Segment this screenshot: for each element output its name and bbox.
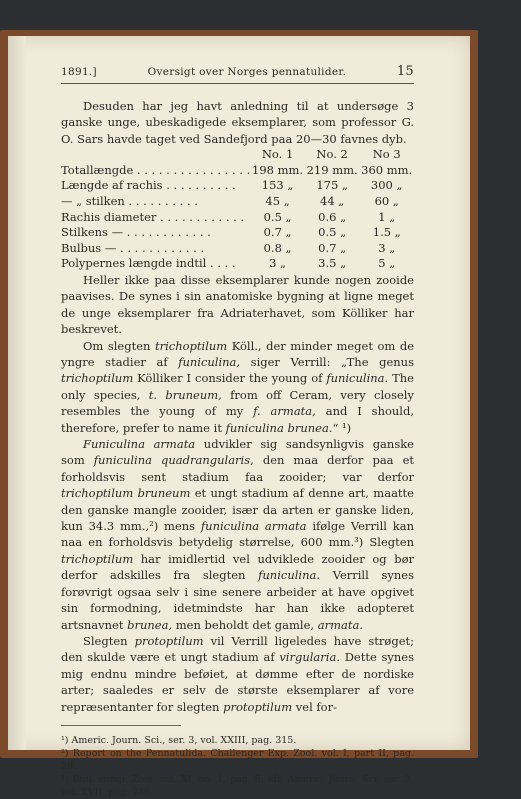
paragraph-funiculina <box>61 436 414 633</box>
col-header: No 3 <box>372 147 401 162</box>
text-run: vel for- <box>292 699 337 714</box>
paragraph-verrill-quote <box>61 338 414 436</box>
intro-paragraph: Desuden har jeg havt anledning til at undersøge 3 ganske unge, ubeskadigede eksemplarer, som professor G. O. Sars havde taget ved Sandefjord paa 20—30 favnes dyb. <box>61 99 414 146</box>
taxon-name: funiculina. <box>258 568 321 583</box>
footnote-text: Bull. comp. Zool. vol. XI, no. 1, pag. 6; kfr. Americ. Journ. Sci. ser. 3, vol. XVII, pag. 240. <box>61 773 414 798</box>
cell: 0.7 „ <box>318 240 347 255</box>
taxon-name: trichoptilum bruneum <box>61 486 191 501</box>
text-run: et ungt stadium af denne art, maatte den ganske mangle zooider, især da arten er ganske liden, kun 34.3 mm.,²) mens <box>61 486 414 534</box>
table-row <box>61 178 414 194</box>
text-run: Köll., der minder meget om de yngre stadier af <box>61 338 414 369</box>
cell: 219 mm. <box>306 162 358 177</box>
cell: 198 mm. <box>252 162 304 177</box>
taxon-name: bruneа, <box>127 617 173 632</box>
col-header: No. 2 <box>316 147 348 162</box>
table-header-row <box>61 147 414 163</box>
taxon-name: virgularia. <box>279 650 340 665</box>
taxon-name: trichoptilum <box>61 371 134 386</box>
taxon-name: funiculina bruneа. <box>225 420 333 435</box>
taxon-name: funiculina quadrangularis, <box>93 453 254 468</box>
table-row <box>61 256 414 272</box>
measurement-table <box>61 147 414 272</box>
text-run: and I should, therefore, prefer to name it <box>61 404 415 435</box>
footnote <box>61 734 414 747</box>
row-label: Totallængde . . . . . . . . . . . . . . . . <box>61 162 251 177</box>
cell: 0.5 „ <box>318 225 347 240</box>
table-row <box>61 194 414 210</box>
taxon-name: trichoptilum <box>154 338 228 353</box>
taxon-name: protoptilum <box>223 699 293 714</box>
col-header: No. 1 <box>261 147 294 162</box>
cell: 360 mm. <box>361 162 413 177</box>
footnote-ref: “ ¹) <box>332 420 352 435</box>
text-run: Kölliker I consider the young of <box>133 371 327 386</box>
row-label: Polypernes længde indtil . . . . <box>61 256 236 271</box>
text-run: men beholdt det gamle, <box>172 617 318 632</box>
cell: 3.5 „ <box>318 256 347 271</box>
cell: 44 „ <box>320 194 345 208</box>
row-label: Længde af rachis . . . . . . . . . . <box>61 178 236 193</box>
text-run: Slegten <box>83 633 135 648</box>
footnote-mark: ¹) <box>61 734 69 746</box>
taxon-name: t. bruneum, <box>148 387 222 402</box>
cell: 60 „ <box>374 194 399 208</box>
taxon-name: trichoptilum <box>61 551 134 566</box>
footnote-mark: ³) <box>61 773 69 785</box>
text-run: Dette synes mig endnu mindre beføiet, at dømme efter de nordiske arter; saaledes er selv de største eksemplarer af vore repræsentanter for slegten <box>61 650 414 714</box>
page-number: 15 <box>396 64 414 79</box>
text-run: Om slegten <box>83 338 155 353</box>
cell: 3 „ <box>269 256 287 271</box>
paragraph-zooids: Heller ikke paa disse eksemplarer kunde nogen zooide paavises. De synes i sin anatomiske bygning at ligne meget de unge eksemplarer fra Adriaterhavet, som Kölliker har beskrevet. <box>61 272 414 337</box>
text-run: har imidlertid vel udviklede zooider og bør derfor adskilles fra slegten <box>61 551 414 583</box>
taxon-name: armata. <box>317 617 363 632</box>
footnote <box>61 773 414 799</box>
footnote-rule <box>61 725 181 734</box>
table-row <box>61 241 414 257</box>
footnote-mark: ²) <box>61 747 69 759</box>
cell: 45 „ <box>265 194 290 208</box>
taxon-name: funiculina armata <box>200 519 307 534</box>
cell: 1 „ <box>378 209 396 224</box>
cell: 5 „ <box>378 256 396 271</box>
taxon-name: protoptilum <box>134 633 204 648</box>
text-run: siger Verrill: „The genus <box>240 355 414 369</box>
cell: 0.7 „ <box>263 225 292 240</box>
text-run: The only species, <box>61 371 414 402</box>
cell: 300 „ <box>370 178 403 193</box>
footnote <box>61 747 414 773</box>
cell: 0.5 „ <box>263 209 292 224</box>
text-run: Verrill synes forøvrigt ogsaa selv i sine senere arbeider at have opgivet sin formodning, idetmindste har han ikke adopteret artsnavnet <box>61 568 414 632</box>
footnote-text: Report on the Pennatulida. Challenger Exp. Zool. vol. I, part II, pag. 29. <box>61 747 414 772</box>
page-gutter <box>8 36 26 750</box>
cell: 175 „ <box>316 178 348 193</box>
row-label: — „ stilken . . . . . . . . . . <box>61 194 198 208</box>
table-row <box>61 225 414 241</box>
text-run: vil Verrill ligeledes have strøget; den skulde være et ungt stadium af <box>61 633 414 665</box>
running-header <box>61 64 414 84</box>
book-page <box>8 36 470 798</box>
paragraph-protoptilum <box>61 633 414 715</box>
text-run: ifølge Verrill kan naa en forholdsvis betydelig størrelse, 600 mm.³) Slegten <box>61 519 415 550</box>
cell: 1.5 „ <box>372 225 401 240</box>
text-run: from off Ceram, very closely resembles the young of my <box>61 387 414 419</box>
page-content <box>61 64 414 799</box>
taxon-name: funiculina, <box>178 355 241 369</box>
text-run: udvikler sig sandsynligvis ganske som <box>61 437 414 468</box>
cell: 0.6 „ <box>318 209 347 224</box>
taxon-name: f. armata, <box>253 404 316 419</box>
header-title: Oversigt over Norges pennatulider. <box>147 66 347 78</box>
taxon-name: Funiculina armata <box>83 437 196 452</box>
row-label: Bulbus — . . . . . . . . . . . . <box>61 240 205 255</box>
header-year: 1891.] <box>61 66 97 78</box>
text-run: den maa derfor paa et forholdsvis sent stadium faa zooider; var derfor <box>61 453 414 484</box>
row-label: Stilkens — . . . . . . . . . . . . <box>61 225 211 240</box>
cell: 3 „ <box>378 240 396 255</box>
row-label: Rachis diameter . . . . . . . . . . . . <box>61 209 245 224</box>
table-row <box>61 163 414 179</box>
footnote-text: Americ. Journ. Sci., ser. 3, vol. XXIII, pag. 315. <box>71 734 297 746</box>
table-row <box>61 210 414 226</box>
cell: 153 „ <box>261 178 294 193</box>
taxon-name: funiculina. <box>326 371 389 386</box>
cell: 0.8 „ <box>263 240 292 255</box>
